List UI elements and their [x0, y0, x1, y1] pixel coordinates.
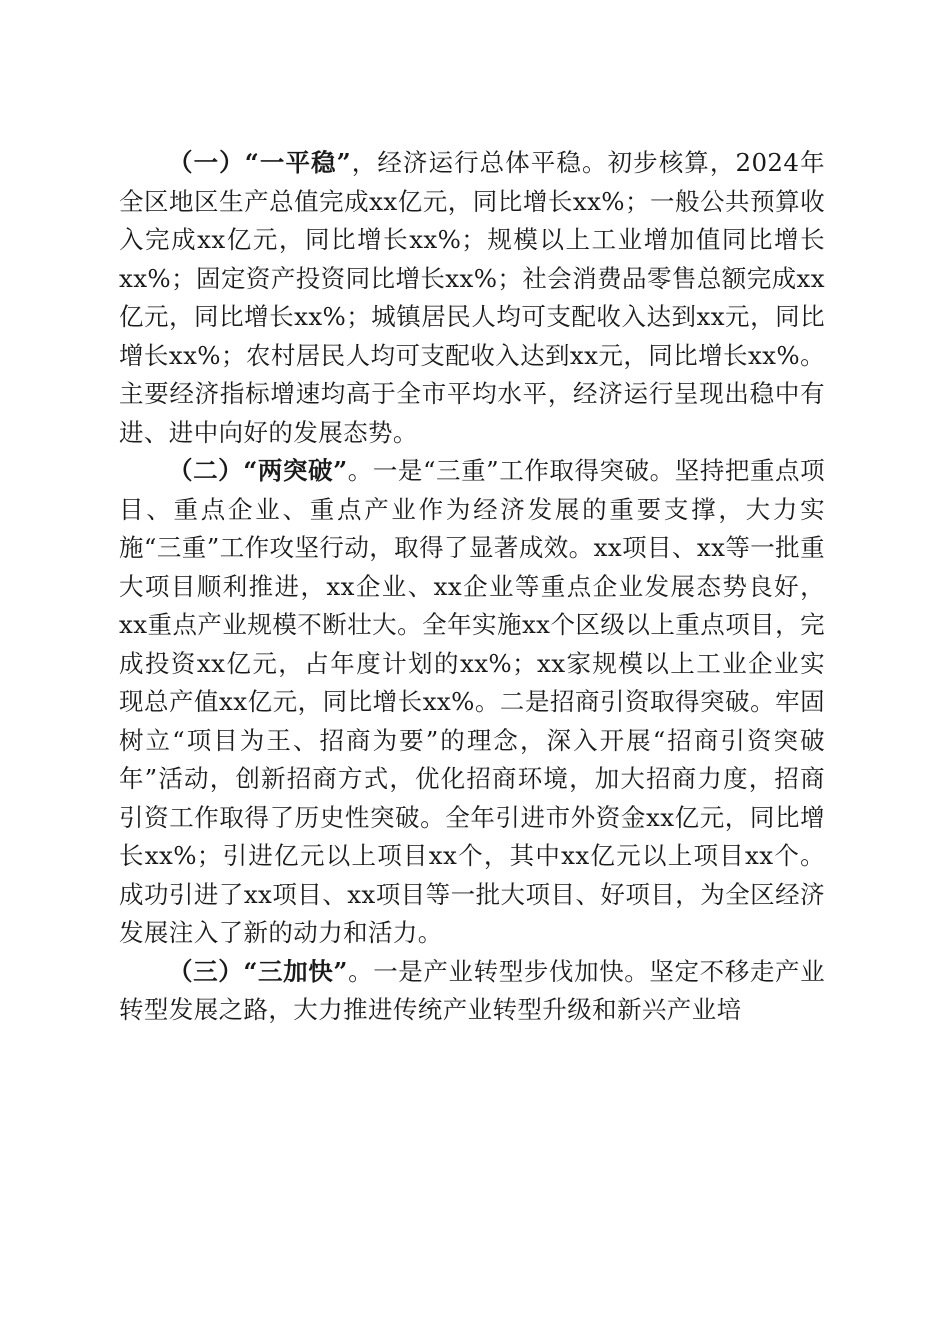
paragraph-3 [119, 953, 825, 1030]
paragraph-2-heading: （二）“两突破” [168, 456, 348, 485]
paragraph-3-text: 。一是产业转型步伐加快。坚定不移走产业转型发展之路，大力推进传统产业转型升级和新兴产业培 [119, 956, 825, 1024]
paragraph-1-heading: （一）“一平稳” [168, 148, 352, 177]
document-body [119, 144, 825, 1030]
paragraph-1 [119, 144, 825, 452]
paragraph-3-heading: （三）“三加快” [168, 956, 348, 986]
paragraph-1-text: ，经济运行总体平稳。初步核算，2024年全区地区生产总值完成xx亿元，同比增长xx%；一般公共预算收入完成xx亿元，同比增长xx%；规模以上工业增加值同比增长xx%；固定资产投资同比增长xx%；社会消费品零售总额完成xx亿元，同比增长xx%；城镇居民人均可支配收入达到xx元，同比增长xx%；农村居民人均可支配收入达到xx元，同比增长xx%。主要经济指标增速均高于全市平均水平，经济运行呈现出稳中有进、进中向好的发展态势。 [119, 148, 825, 447]
paragraph-2-text: 。一是“三重”工作取得突破。坚持把重点项目、重点企业、重点产业作为经济发展的重要支撑，大力实施“三重”工作攻坚行动，取得了显著成效。xx项目、xx等一批重大项目顺利推进，xx企业、xx企业等重点企业发展态势良好，xx重点产业规模不断壮大。全年实施xx个区级以上重点项目，完成投资xx亿元，占年度计划的xx%；xx家规模以上工业企业实现总产值xx亿元，同比增长xx%。二是招商引资取得突破。牢固树立“项目为王、招商为要”的理念，深入开展“招商引资突破年”活动，创新招商方式，优化招商环境，加大招商力度，招商引资工作取得了历史性突破。全年引进市外资金xx亿元，同比增长xx%；引进亿元以上项目xx个，其中xx亿元以上项目xx个。成功引进了xx项目、xx项目等一批大项目、好项目，为全区经济发展注入了新的动力和活力。 [119, 456, 825, 947]
paragraph-2 [119, 452, 825, 953]
